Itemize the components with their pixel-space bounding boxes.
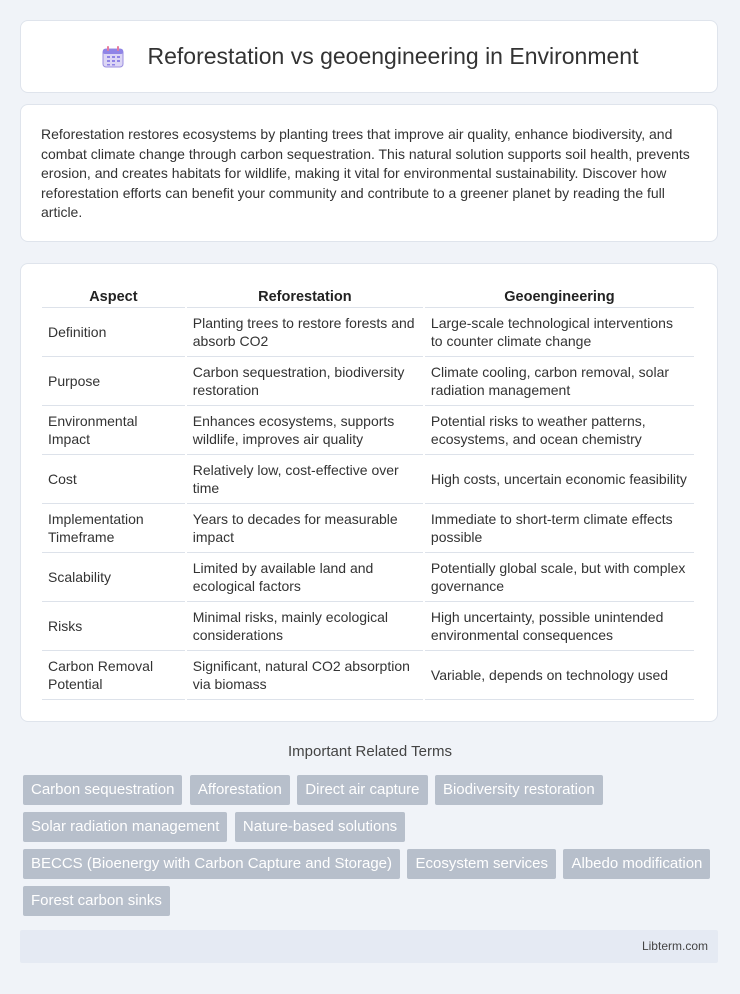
footer-site-link[interactable]: Libterm.com [641, 939, 708, 953]
page-title: Reforestation vs geoengineering in Environment [147, 43, 639, 69]
term-tag[interactable]: Albedo modification [563, 849, 710, 879]
term-tag[interactable]: Ecosystem services [407, 849, 556, 879]
table-cell: Significant, natural CO2 absorption via biomass [187, 651, 423, 700]
table-header-row [42, 286, 694, 308]
table-row [42, 602, 694, 651]
column-header-geoengineering: Geoengineering [425, 286, 694, 308]
table-cell: Cost [42, 455, 185, 504]
table-row [42, 308, 694, 357]
table-cell: Climate cooling, carbon removal, solar radiation management [425, 357, 694, 406]
table-cell: Years to decades for measurable impact [187, 504, 423, 553]
term-tag[interactable]: Nature-based solutions [235, 812, 405, 842]
term-tag[interactable]: Biodiversity restoration [435, 775, 603, 805]
table-cell: High costs, uncertain economic feasibility [425, 455, 694, 504]
table-row [42, 357, 694, 406]
table-cell: Implementation Timeframe [42, 504, 185, 553]
table-cell: Enhances ecosystems, supports wildlife, improves air quality [187, 406, 423, 455]
table-cell: Planting trees to restore forests and absorb CO2 [187, 308, 423, 357]
table-cell: Large-scale technological interventions to counter climate change [425, 308, 694, 357]
footer [20, 930, 718, 963]
intro-text: Reforestation restores ecosystems by planting trees that improve air quality, enhance biodiversity, and combat climate change through carbon sequestration. This natural solution supports soil health, prevents erosion, and creates habitats for wildlife, making it vital for environmental sustainability. Discover how reforestation efforts can benefit your community and contribute to a greener planet by reading the full article. [41, 126, 690, 221]
table-cell: Purpose [42, 357, 185, 406]
intro-card [20, 104, 718, 242]
calendar-icon [100, 44, 126, 70]
table-row [42, 553, 694, 602]
table-cell: Environmental Impact [42, 406, 185, 455]
table-cell: Variable, depends on technology used [425, 651, 694, 700]
table-cell: Risks [42, 602, 185, 651]
table-row [42, 504, 694, 553]
related-terms-list [23, 775, 723, 923]
table-row [42, 651, 694, 700]
column-header-aspect: Aspect [42, 286, 185, 308]
comparison-card [20, 263, 718, 722]
page-header [20, 20, 718, 93]
related-terms-title: Important Related Terms [288, 743, 452, 760]
term-tag[interactable]: Forest carbon sinks [23, 886, 170, 916]
table-row [42, 455, 694, 504]
table-cell: Minimal risks, mainly ecological considerations [187, 602, 423, 651]
comparison-table [40, 286, 696, 700]
term-tag[interactable]: Solar radiation management [23, 812, 227, 842]
term-tag[interactable]: BECCS (Bioenergy with Carbon Capture and Storage) [23, 849, 400, 879]
column-header-reforestation: Reforestation [187, 286, 423, 308]
term-tag[interactable]: Direct air capture [297, 775, 427, 805]
table-cell: Immediate to short-term climate effects possible [425, 504, 694, 553]
table-cell: Carbon sequestration, biodiversity restoration [187, 357, 423, 406]
table-cell: Relatively low, cost-effective over time [187, 455, 423, 504]
term-tag[interactable]: Afforestation [190, 775, 290, 805]
table-cell: Limited by available land and ecological factors [187, 553, 423, 602]
table-cell: Carbon Removal Potential [42, 651, 185, 700]
table-row [42, 406, 694, 455]
term-tag[interactable]: Carbon sequestration [23, 775, 182, 805]
table-cell: High uncertainty, possible unintended environmental consequences [425, 602, 694, 651]
table-cell: Scalability [42, 553, 185, 602]
table-cell: Potentially global scale, but with complex governance [425, 553, 694, 602]
table-cell: Definition [42, 308, 185, 357]
table-cell: Potential risks to weather patterns, ecosystems, and ocean chemistry [425, 406, 694, 455]
